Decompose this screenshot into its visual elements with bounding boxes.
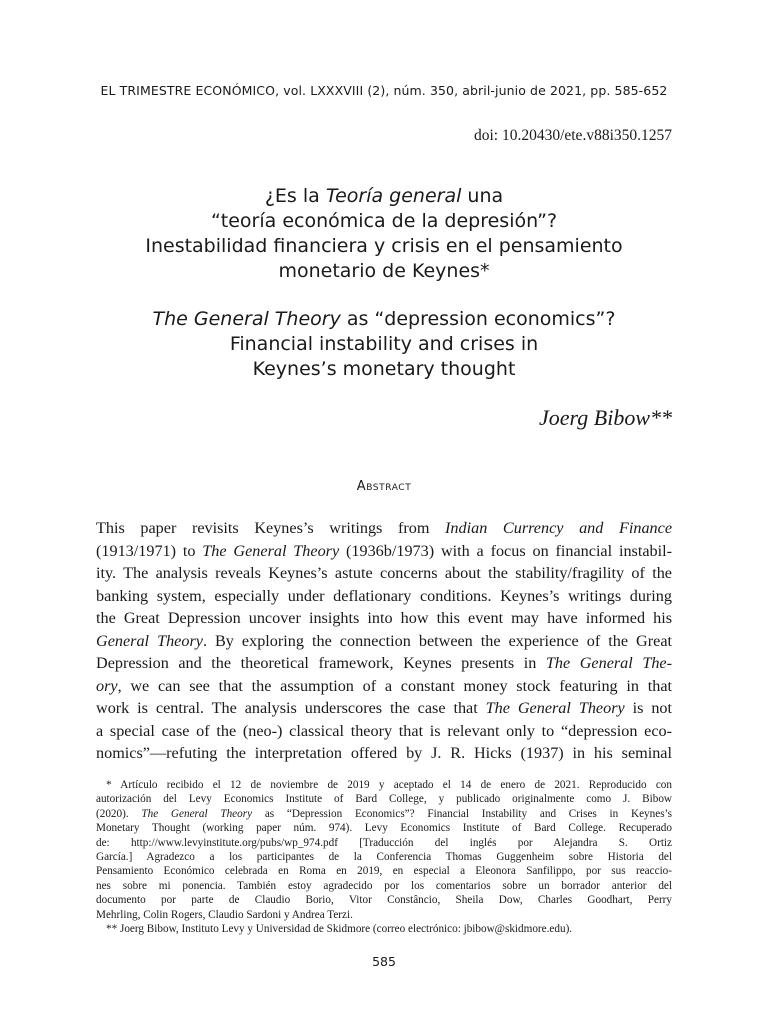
abstract-line: the Great Depression uncover insights into how this event may have informed his [96,609,672,627]
footnote-author-affiliation: ** Joerg Bibow, Instituto Levy y Universidad de Skidmore (correo electrónico: jbibow@skidmore.edu). [106,923,573,936]
title-es-line-2: “teoría económica de la depresión”? [210,210,558,232]
footnote-line: Pensamiento Económico celebrada en Roma en 2019, en especial a Eleonora Sanfilippo, por sus reaccio- [96,865,672,878]
text: . By exploring the connection between the experience of the Great [202,631,672,650]
title-english [0,307,768,382]
title-es-text: ¿Es la [264,185,326,207]
title-en-italic: The General Theory [152,308,341,330]
title-en-text: as “depression economics”? [340,308,616,330]
footnote-line: autorización del Levy Economics Institute of Bard College, y publicado originalmente como J. Bibow [96,793,672,806]
page-number: 585 [372,954,396,969]
abstract-line [96,652,672,675]
footnote-line [96,807,672,821]
footnote-line: Mehrling, Colin Rogers, Claudio Sardoni y Andrea Terzi. [96,908,353,921]
footnote-line: Monetary Thought (working paper núm. 974). Levy Economics Institute of Bard College. Recuperado [96,822,672,835]
abstract-line [96,540,672,563]
title-es-text: una [461,185,504,207]
footnote-line: nes sobre mi ponencia. También estoy agradecido por los comentarios sobre un borrador anterior del [96,879,672,892]
footnote-line: García.] Agradezco a los participantes de la Conferencia Thomas Guggenheim sobre Historia del [96,851,672,864]
italic-text: The General Theory [202,541,340,560]
italic-text: General Theory [96,631,203,650]
abstract-line [96,517,672,540]
text: (1936b/1973) with a focus on financial instabil- [339,541,673,560]
italic-text: The General Theory [485,699,625,717]
title-es-line-3: Inestabilidad financiera y crisis en el pensamiento [145,235,623,257]
text: as “Depression Economics”? Financial Instability and Crises in Keynes’s [252,807,673,820]
text: , we can see that the assumption of a constant money stock featuring in that [117,676,672,695]
title-en-line-2: Financial instability and crises in [229,333,539,355]
abstract-line: ity. The analysis reveals Keynes’s astute concerns about the stability/fragility of the [96,564,672,582]
abstract-line: banking system, especially under deflationary conditions. Keynes’s writings during [96,586,672,605]
doi: doi: 10.20430/ete.v88i350.1257 [473,127,672,144]
italic-text: The General Theory [141,807,253,820]
italic-text: Indian Currency and Finance [445,519,673,537]
italic-text: ory [96,676,118,695]
abstract-line: a special case of the (neo-) classical theory that is relevant only to “depression eco- [96,721,672,740]
title-es-line-4: monetario de Keynes* [278,260,490,282]
abstract-line [96,675,672,698]
text: Depression and the theoretical framework, Keynes presents in [96,654,546,672]
italic-text: The General The- [545,654,672,672]
title-spanish [0,184,768,284]
title-en-line-1 [0,307,768,332]
title-en-line-3: Keynes’s monetary thought [252,358,516,380]
footnotes [96,778,672,936]
text: work is central. The analysis underscores the case that [96,699,486,717]
text: (2020). [96,807,142,820]
author-name: Joerg Bibow** [539,405,672,430]
title-es-italic: Teoría general [325,185,462,207]
title-es-line-1 [0,184,768,209]
text: is not [624,699,673,717]
text: This paper revisits Keynes’s writings from [96,519,446,537]
text: (1913/1971) to [96,541,203,560]
abstract-line [96,697,672,720]
footnote-line: documento por parte de Claudio Borio, Vitor Constâncio, Sheila Dow, Charles Goodhart, Perry [96,894,672,907]
abstract-line [96,630,672,653]
running-head: EL TRIMESTRE ECONÓMICO, vol. LXXXVIII (2), núm. 350, abril-junio de 2021, pp. 585-652 [100,83,668,98]
abstract-body [96,517,672,765]
abstract-line: nomics”—refuting the interpretation offered by J. R. Hicks (1937) in his seminal [96,744,672,762]
abstract-heading: Abstract [356,479,412,494]
footnote-line: * Artículo recibido el 12 de noviembre de 2019 y aceptado el 14 de enero de 2021. Reproducido con [106,779,672,791]
footnote-line: de: http://www.levyinstitute.org/pubs/wp_974.pdf [Traducción del inglés por Alejandra S. Ortiz [96,836,672,849]
